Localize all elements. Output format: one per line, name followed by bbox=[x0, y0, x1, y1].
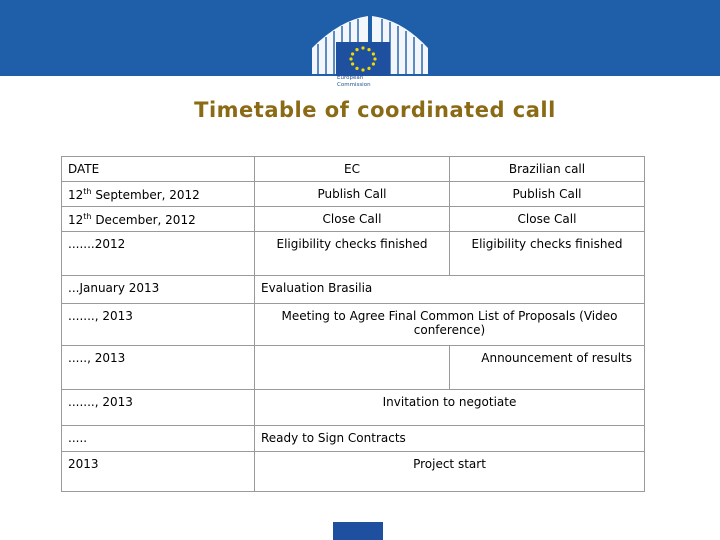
timetable bbox=[61, 156, 645, 492]
date-cell: 12th September, 2012 bbox=[62, 182, 255, 207]
date-cell: ......., 2013 bbox=[62, 304, 255, 346]
merged-cell: Invitation to negotiate bbox=[255, 390, 645, 426]
brazilian-cell: Close Call bbox=[450, 207, 645, 232]
ec-cell: Publish Call bbox=[255, 182, 450, 207]
page-title: Timetable of coordinated call bbox=[194, 98, 556, 122]
logo-label: European Commission bbox=[337, 75, 371, 88]
brazilian-cell: Eligibility checks finished bbox=[450, 232, 645, 276]
ec-cell: Eligibility checks finished bbox=[255, 232, 450, 276]
brazilian-cell: Announcement of results bbox=[450, 346, 645, 390]
date-cell: ......., 2013 bbox=[62, 390, 255, 426]
table-row bbox=[62, 426, 645, 452]
merged-cell: Evaluation Brasilia bbox=[255, 276, 645, 304]
table-row bbox=[62, 232, 645, 276]
ec-cell-empty bbox=[255, 346, 450, 390]
merged-cell: Meeting to Agree Final Common List of Proposals (Video conference) bbox=[255, 304, 645, 346]
column-header-date: DATE bbox=[62, 157, 255, 182]
brazilian-cell: Publish Call bbox=[450, 182, 645, 207]
european-commission-logo bbox=[310, 14, 430, 106]
date-cell: 12th December, 2012 bbox=[62, 207, 255, 232]
merged-cell: Project start bbox=[255, 452, 645, 492]
table-row bbox=[62, 182, 645, 207]
footer-flag bbox=[333, 522, 383, 540]
table-row bbox=[62, 452, 645, 492]
column-header-ec: EC bbox=[255, 157, 450, 182]
date-cell: ...January 2013 bbox=[62, 276, 255, 304]
merged-cell: Ready to Sign Contracts bbox=[255, 426, 645, 452]
date-cell: 2013 bbox=[62, 452, 255, 492]
table-row bbox=[62, 304, 645, 346]
table-row bbox=[62, 346, 645, 390]
table-row bbox=[62, 390, 645, 426]
table-row bbox=[62, 207, 645, 232]
ec-cell: Close Call bbox=[255, 207, 450, 232]
table-header-row bbox=[62, 157, 645, 182]
date-cell: .......2012 bbox=[62, 232, 255, 276]
date-cell: ....., 2013 bbox=[62, 346, 255, 390]
table-row bbox=[62, 276, 645, 304]
date-cell: ..... bbox=[62, 426, 255, 452]
column-header-brazilian-call: Brazilian call bbox=[450, 157, 645, 182]
